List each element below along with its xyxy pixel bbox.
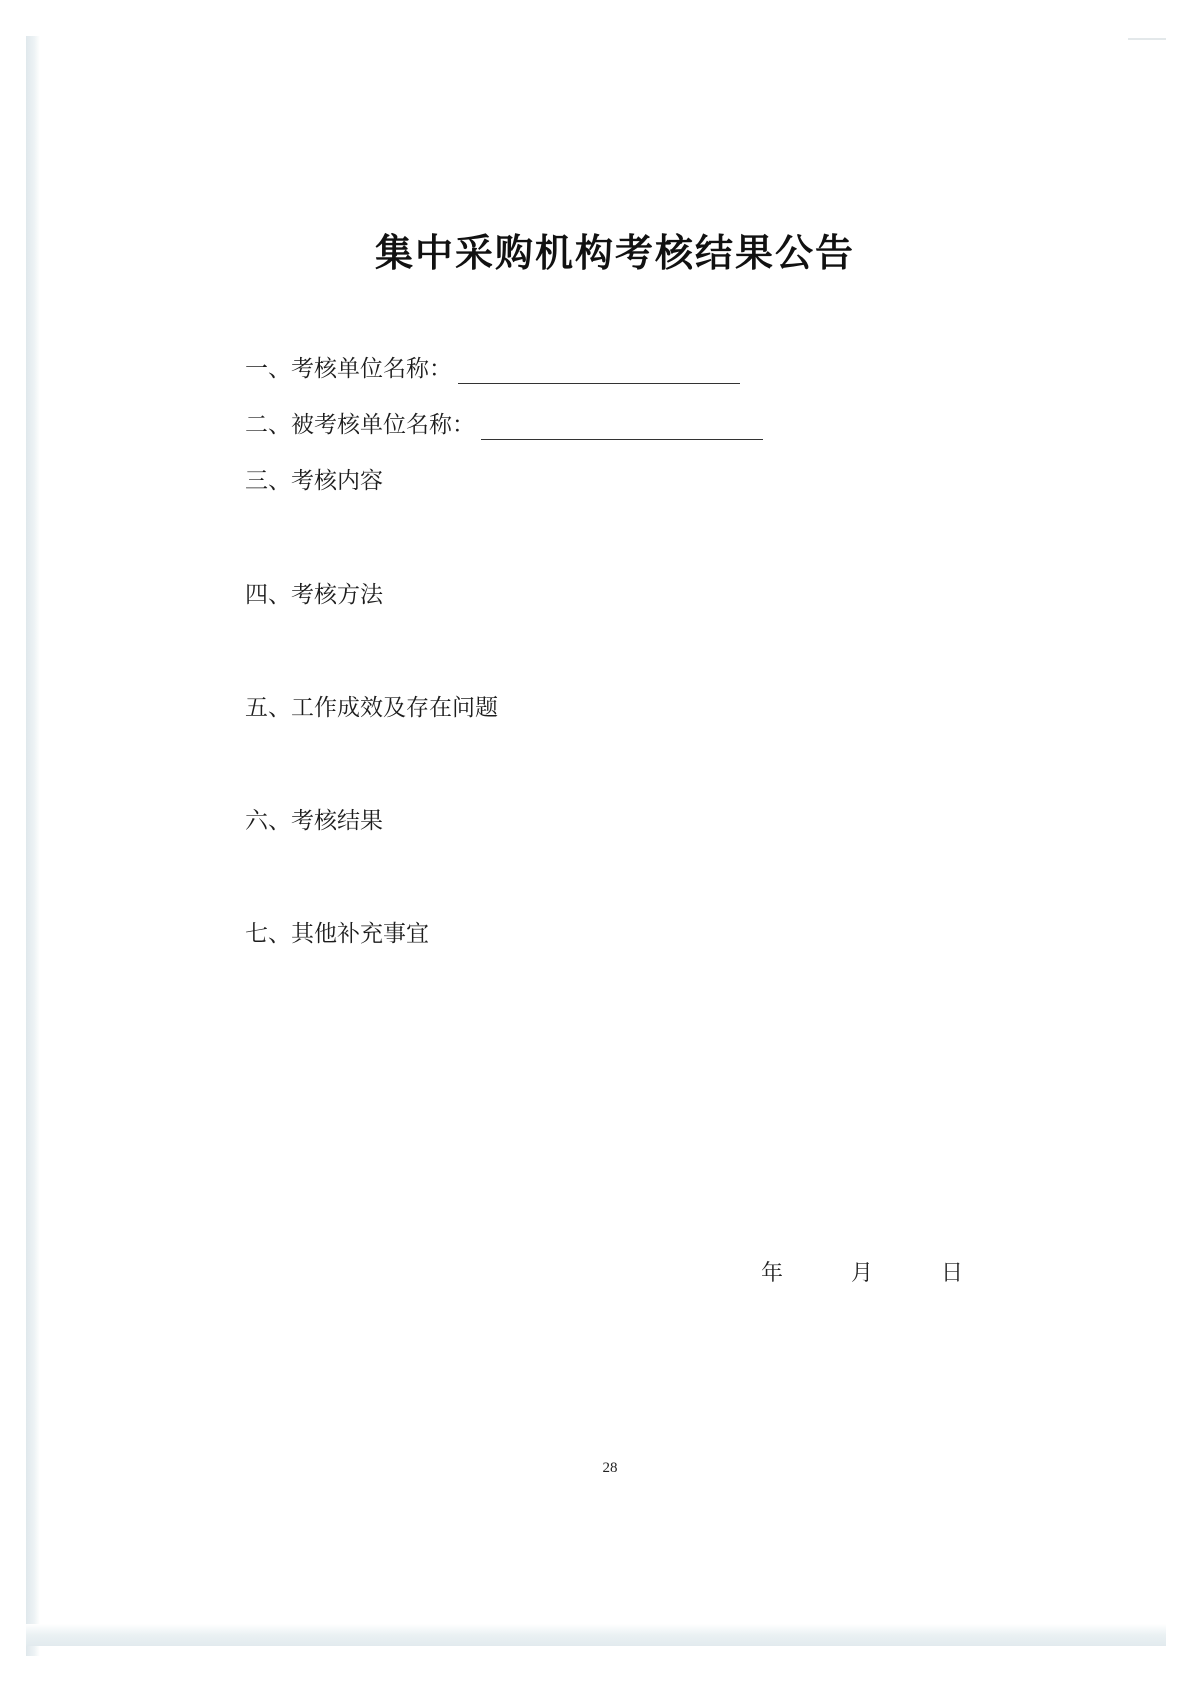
- item-label: 其他补充事宜: [291, 921, 429, 947]
- item-assessment-method: [245, 580, 383, 610]
- item-label: 工作成效及存在问题: [291, 695, 498, 721]
- item-number: 五、: [245, 695, 291, 721]
- scan-edge-bottom: [26, 1624, 1166, 1646]
- item-number: 二、: [245, 412, 291, 438]
- item-assessed-unit: [245, 410, 763, 440]
- item-results-and-problems: [245, 693, 498, 723]
- page-number: 28: [602, 1460, 618, 1476]
- item-label: 考核结果: [291, 808, 383, 834]
- item-label: 考核内容: [291, 468, 383, 494]
- item-number: 六、: [245, 808, 291, 834]
- scan-mark: [1128, 38, 1166, 40]
- item-assessment-result: [245, 806, 383, 836]
- item-number: 七、: [245, 921, 291, 947]
- date-year: 年: [761, 1261, 784, 1286]
- item-number: 三、: [245, 468, 291, 494]
- scan-edge-left: [26, 36, 40, 1656]
- item-label: 考核方法: [291, 582, 383, 608]
- assessing-unit-blank[interactable]: [458, 361, 740, 384]
- item-assessment-content: [245, 466, 383, 496]
- item-label: 考核单位名称：: [291, 356, 452, 382]
- document-title: 集中采购机构考核结果公告: [374, 230, 855, 275]
- item-other-matters: [245, 919, 429, 949]
- assessed-unit-blank[interactable]: [481, 417, 763, 440]
- item-assessing-unit: [245, 354, 740, 384]
- date-day: 日: [941, 1261, 964, 1286]
- item-number: 一、: [245, 356, 291, 382]
- item-number: 四、: [245, 582, 291, 608]
- date-line: [761, 1256, 963, 1287]
- date-month: 月: [851, 1261, 874, 1286]
- item-label: 被考核单位名称：: [291, 412, 475, 438]
